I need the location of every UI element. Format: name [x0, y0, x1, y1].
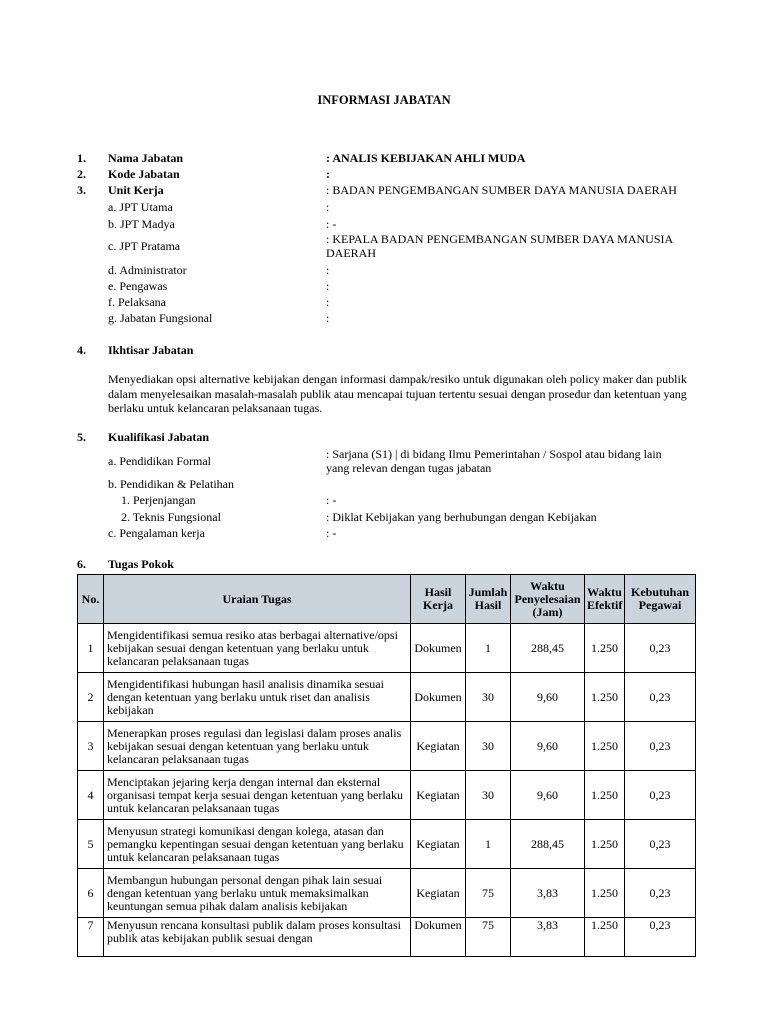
cell-kebutuhan-pegawai: 0,23 — [625, 869, 696, 918]
cell-no: 4 — [78, 771, 104, 820]
jpt-pratama-value: : KEPALA BADAN PENGEMBANGAN SUMBER DAYA MANUSIA DAERAH — [326, 232, 673, 260]
cell-jumlah-hasil: 75 — [466, 869, 511, 918]
cell-jumlah-hasil: 30 — [466, 673, 511, 722]
cell-jumlah-hasil: 30 — [466, 771, 511, 820]
cell-hasil-kerja: Dokumen — [411, 673, 466, 722]
cell-uraian: Menerapkan proses regulasi dan legislasi dalam proses analis kebijakan sesuai dengan ketentuan yang berlaku untuk kelancaran pelaksanaan tugas — [104, 722, 411, 771]
jpt-pratama-label: c. JPT Pratama — [108, 239, 181, 253]
cell-waktu-penyelesaian: 9,60 — [511, 722, 585, 771]
jpt-utama-value: : — [326, 200, 330, 214]
jpt-madya-label: b. JPT Madya — [108, 217, 175, 231]
cell-waktu-efektif: 1.250 — [585, 771, 625, 820]
item-number: 4. — [77, 343, 86, 357]
pengawas-value: : — [326, 279, 330, 293]
administrator-label: d. Administrator — [108, 263, 187, 277]
pengawas-label: e. Pengawas — [108, 279, 168, 293]
tugas-pokok-heading: Tugas Pokok — [108, 557, 174, 571]
cell-jumlah-hasil: 1 — [466, 820, 511, 869]
header-kebutuhan-pegawai: Kebutuhan Pegawai — [625, 575, 696, 624]
cell-uraian: Mengidentifikasi semua resiko atas berbagai alternative/opsi kebijakan sesuai dengan ketentuan yang berlaku untuk kelancaran pelaksanaan tugas — [104, 624, 411, 673]
cell-hasil-kerja: Kegiatan — [411, 869, 466, 918]
cell-hasil-kerja: Dokumen — [411, 918, 466, 957]
cell-kebutuhan-pegawai: 0,23 — [625, 673, 696, 722]
cell-waktu-penyelesaian: 9,60 — [511, 673, 585, 722]
table-header-row — [78, 575, 696, 624]
administrator-value: : — [326, 263, 330, 277]
cell-no: 7 — [78, 918, 104, 957]
cell-hasil-kerja: Dokumen — [411, 624, 466, 673]
cell-uraian: Membangun hubungan personal dengan pihak lain sesuai dengan ketentuan yang berlaku untuk memaksimalkan keuntungan semua pihak dalam analisis kebijakan — [104, 869, 411, 918]
cell-uraian: Menyusun rencana konsultasi publik dalam proses konsultasi publik atas kebijakan publik sesuai dengan — [104, 918, 411, 957]
cell-uraian: Menciptakan jejaring kerja dengan internal dan eksternal organisasi tempat kerja sesuai dengan ketentuan yang berlaku untuk kelancaran pelaksanaan tugas — [104, 771, 411, 820]
cell-kebutuhan-pegawai: 0,23 — [625, 918, 696, 957]
table-row — [78, 918, 696, 957]
header-uraian-tugas: Uraian Tugas — [104, 575, 411, 624]
jpt-madya-value: : - — [326, 217, 337, 231]
cell-waktu-efektif: 1.250 — [585, 673, 625, 722]
cell-hasil-kerja: Kegiatan — [411, 722, 466, 771]
cell-kebutuhan-pegawai: 0,23 — [625, 624, 696, 673]
table-row — [78, 771, 696, 820]
item-number: 3. — [77, 183, 86, 197]
nama-jabatan-value: : ANALIS KEBIJAKAN AHLI MUDA — [326, 151, 526, 165]
cell-waktu-efektif: 1.250 — [585, 869, 625, 918]
cell-waktu-penyelesaian: 3,83 — [511, 918, 585, 957]
ikhtisar-text: Menyediakan opsi alternative kebijakan dengan informasi dampak/resiko untuk digunakan oleh policy maker dan publik dalam menyelesaikan masalah-masalah publik atau mencapai tujuan tertentu sesuai dengan prosedur dan ketentuan yang berlaku untuk kelancaran pelaksanaan tugas. — [108, 372, 687, 415]
cell-kebutuhan-pegawai: 0,23 — [625, 771, 696, 820]
table-row — [78, 673, 696, 722]
kode-jabatan-value: : — [326, 167, 330, 181]
unit-kerja-label: Unit Kerja — [108, 183, 164, 197]
cell-waktu-efektif: 1.250 — [585, 722, 625, 771]
table-row — [78, 820, 696, 869]
cell-waktu-penyelesaian: 288,45 — [511, 820, 585, 869]
cell-kebutuhan-pegawai: 0,23 — [625, 820, 696, 869]
header-hasil-kerja: Hasil Kerja — [411, 575, 466, 624]
unit-kerja-value: : BADAN PENGEMBANGAN SUMBER DAYA MANUSIA DAERAH — [326, 183, 677, 197]
teknis-fungsional-value: : Diklat Kebijakan yang berhubungan dengan Kebijakan — [326, 510, 597, 524]
header-waktu-penyelesaian: Waktu Penyelesaian (Jam) — [511, 575, 585, 624]
jabatan-fungsional-value: : — [326, 311, 330, 325]
cell-jumlah-hasil: 1 — [466, 624, 511, 673]
pengalaman-kerja-value: : - — [326, 526, 337, 540]
pengalaman-kerja-label: c. Pengalaman kerja — [108, 526, 205, 540]
pendidikan-formal-value: : Sarjana (S1) | di bidang Ilmu Pemerintahan / Sospol atau bidang lain yang relevan dengan tugas jabatan — [326, 447, 662, 475]
pelaksana-label: f. Pelaksana — [108, 295, 166, 309]
document-title: INFORMASI JABATAN — [317, 93, 451, 107]
cell-waktu-efektif: 1.250 — [585, 918, 625, 957]
item-number: 1. — [77, 151, 86, 165]
item-number: 5. — [77, 430, 86, 444]
jpt-utama-label: a. JPT Utama — [108, 200, 173, 214]
kualifikasi-heading: Kualifikasi Jabatan — [108, 430, 210, 444]
table-row — [78, 869, 696, 918]
cell-no: 2 — [78, 673, 104, 722]
header-waktu-efektif: Waktu Efektif — [585, 575, 625, 624]
cell-uraian: Menyusun strategi komunikasi dengan kolega, atasan dan pemangku kepentingan sesuai dengan ketentuan yang berlaku untuk kelancaran pelaksanaan tugas — [104, 820, 411, 869]
pelaksana-value: : — [326, 295, 330, 309]
cell-hasil-kerja: Kegiatan — [411, 771, 466, 820]
cell-waktu-penyelesaian: 9,60 — [511, 771, 585, 820]
cell-jumlah-hasil: 75 — [466, 918, 511, 957]
jabatan-fungsional-label: g. Jabatan Fungsional — [108, 311, 213, 325]
header-no: No. — [78, 575, 104, 624]
item-number: 2. — [77, 167, 86, 181]
perjenjangan-label: 1. Perjenjangan — [121, 493, 196, 507]
perjenjangan-value: : - — [326, 493, 337, 507]
cell-kebutuhan-pegawai: 0,23 — [625, 722, 696, 771]
cell-no: 3 — [78, 722, 104, 771]
pendidikan-formal-label: a. Pendidikan Formal — [108, 454, 211, 468]
header-jumlah-hasil: Jumlah Hasil — [466, 575, 511, 624]
cell-waktu-efektif: 1.250 — [585, 820, 625, 869]
cell-hasil-kerja: Kegiatan — [411, 820, 466, 869]
table-row — [78, 624, 696, 673]
cell-waktu-efektif: 1.250 — [585, 624, 625, 673]
cell-waktu-penyelesaian: 288,45 — [511, 624, 585, 673]
item-number: 6. — [77, 557, 86, 571]
tugas-pokok-table — [77, 574, 696, 957]
cell-no: 6 — [78, 869, 104, 918]
cell-no: 5 — [78, 820, 104, 869]
cell-no: 1 — [78, 624, 104, 673]
nama-jabatan-label: Nama Jabatan — [108, 151, 184, 165]
table-row — [78, 722, 696, 771]
teknis-fungsional-label: 2. Teknis Fungsional — [121, 510, 221, 524]
kode-jabatan-label: Kode Jabatan — [108, 167, 180, 181]
pelatihan-label: b. Pendidikan & Pelatihan — [108, 477, 234, 491]
cell-jumlah-hasil: 30 — [466, 722, 511, 771]
cell-uraian: Mengidentifikasi hubungan hasil analisis dinamika sesuai dengan ketentuan yang berlaku untuk riset dan analisis kebijakan — [104, 673, 411, 722]
cell-waktu-penyelesaian: 3,83 — [511, 869, 585, 918]
ikhtisar-heading: Ikhtisar Jabatan — [108, 343, 194, 357]
